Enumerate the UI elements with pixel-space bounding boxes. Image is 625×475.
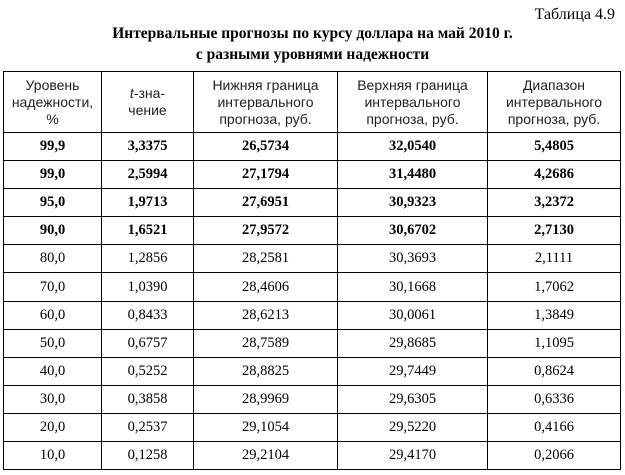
header-t-value [102,72,194,133]
cell-t-value: 3,3375 [102,133,194,161]
cell-range: 1,3849 [488,301,621,329]
header-text: надежности, [11,93,94,110]
cell-t-value: 1,9713 [102,189,194,217]
cell-t-value: 1,2856 [102,245,194,273]
cell-t-value: 0,6757 [102,329,194,357]
cell-range: 1,7062 [488,273,621,301]
cell-range: 2,7130 [488,217,621,245]
cell-reliability-level: 80,0 [4,245,102,273]
cell-lower-bound: 28,7589 [194,329,338,357]
cell-reliability-level: 40,0 [4,357,102,385]
table-row [4,357,621,385]
cell-upper-bound: 29,7449 [338,357,488,385]
cell-range: 5,4805 [488,133,621,161]
cell-reliability-level: 99,0 [4,161,102,189]
cell-upper-bound: 30,6702 [338,217,488,245]
table-row [4,189,621,217]
cell-upper-bound: 29,4170 [338,442,488,470]
header-text: прогноза, руб. [507,110,601,127]
header-text: % [46,110,59,127]
cell-lower-bound: 29,1054 [194,413,338,441]
header-text: чение [128,102,167,118]
cell-upper-bound: 32,0540 [338,133,488,161]
cell-lower-bound: 26,5734 [194,133,338,161]
cell-lower-bound: 27,9572 [194,217,338,245]
table-caption-line-2: с разными уровнями надежности [195,46,430,63]
table-row [4,273,621,301]
table-row [4,245,621,273]
cell-t-value: 0,3858 [102,385,194,413]
cell-range: 2,1111 [488,245,621,273]
cell-reliability-level: 20,0 [4,413,102,441]
cell-upper-bound: 30,1668 [338,273,488,301]
cell-lower-bound: 28,8825 [194,357,338,385]
cell-upper-bound: 29,8685 [338,329,488,357]
cell-reliability-level: 50,0 [4,329,102,357]
cell-reliability-level: 30,0 [4,385,102,413]
cell-range: 0,4166 [488,413,621,441]
header-row [4,72,621,133]
header-text: прогноза, руб. [366,110,459,127]
header-upper-bound [338,72,488,133]
cell-upper-bound: 31,4480 [338,161,488,189]
header-text: -зна- [133,85,166,101]
cell-t-value: 0,1258 [102,442,194,470]
cell-lower-bound: 28,2581 [194,245,338,273]
cell-lower-bound: 29,2104 [194,442,338,470]
cell-t-value: 1,0390 [102,273,194,301]
cell-lower-bound: 27,6951 [194,189,338,217]
header-text: Диапазон [522,76,586,93]
header-text: t [129,85,134,101]
table-row [4,442,621,470]
cell-t-value: 0,2537 [102,413,194,441]
cell-range: 0,6336 [488,385,621,413]
cell-range: 0,8624 [488,357,621,385]
table-row [4,329,621,357]
cell-reliability-level: 99,9 [4,133,102,161]
cell-upper-bound: 30,9323 [338,189,488,217]
cell-lower-bound: 28,4606 [194,273,338,301]
cell-upper-bound: 30,3693 [338,245,488,273]
header-text: интервального [364,93,461,110]
cell-reliability-level: 95,0 [4,189,102,217]
cell-t-value: 1,6521 [102,217,194,245]
table-caption-line-1: Интервальные прогнозы по курсу доллара на май 2010 г. [112,25,513,42]
table-row [4,217,621,245]
cell-range: 0,2066 [488,442,621,470]
cell-range: 3,2372 [488,189,621,217]
table-row [4,413,621,441]
table-row [4,161,621,189]
cell-reliability-level: 70,0 [4,273,102,301]
cell-range: 1,1095 [488,329,621,357]
table-row [4,301,621,329]
cell-lower-bound: 28,9969 [194,385,338,413]
cell-range: 4,2686 [488,161,621,189]
header-reliability-level [4,72,102,133]
header-text: Верхняя граница [357,76,468,93]
cell-lower-bound: 27,1794 [194,161,338,189]
cell-upper-bound: 30,0061 [338,301,488,329]
header-text: Нижняя граница [212,76,319,93]
cell-reliability-level: 60,0 [4,301,102,329]
table-number: Таблица 4.9 [534,6,615,23]
cell-upper-bound: 29,5220 [338,413,488,441]
cell-lower-bound: 28,6213 [194,301,338,329]
cell-upper-bound: 29,6305 [338,385,488,413]
cell-t-value: 0,8433 [102,301,194,329]
cell-reliability-level: 10,0 [4,442,102,470]
forecast-table [3,71,621,470]
header-text: интервального [217,93,314,110]
cell-reliability-level: 90,0 [4,217,102,245]
cell-t-value: 0,5252 [102,357,194,385]
header-text: Уровень [25,76,80,93]
header-range [488,72,621,133]
table-body [4,133,621,470]
header-text: интервального [505,93,602,110]
header-text: прогноза, руб. [219,110,312,127]
table-row [4,133,621,161]
table-row [4,385,621,413]
header-lower-bound [194,72,338,133]
cell-t-value: 2,5994 [102,161,194,189]
